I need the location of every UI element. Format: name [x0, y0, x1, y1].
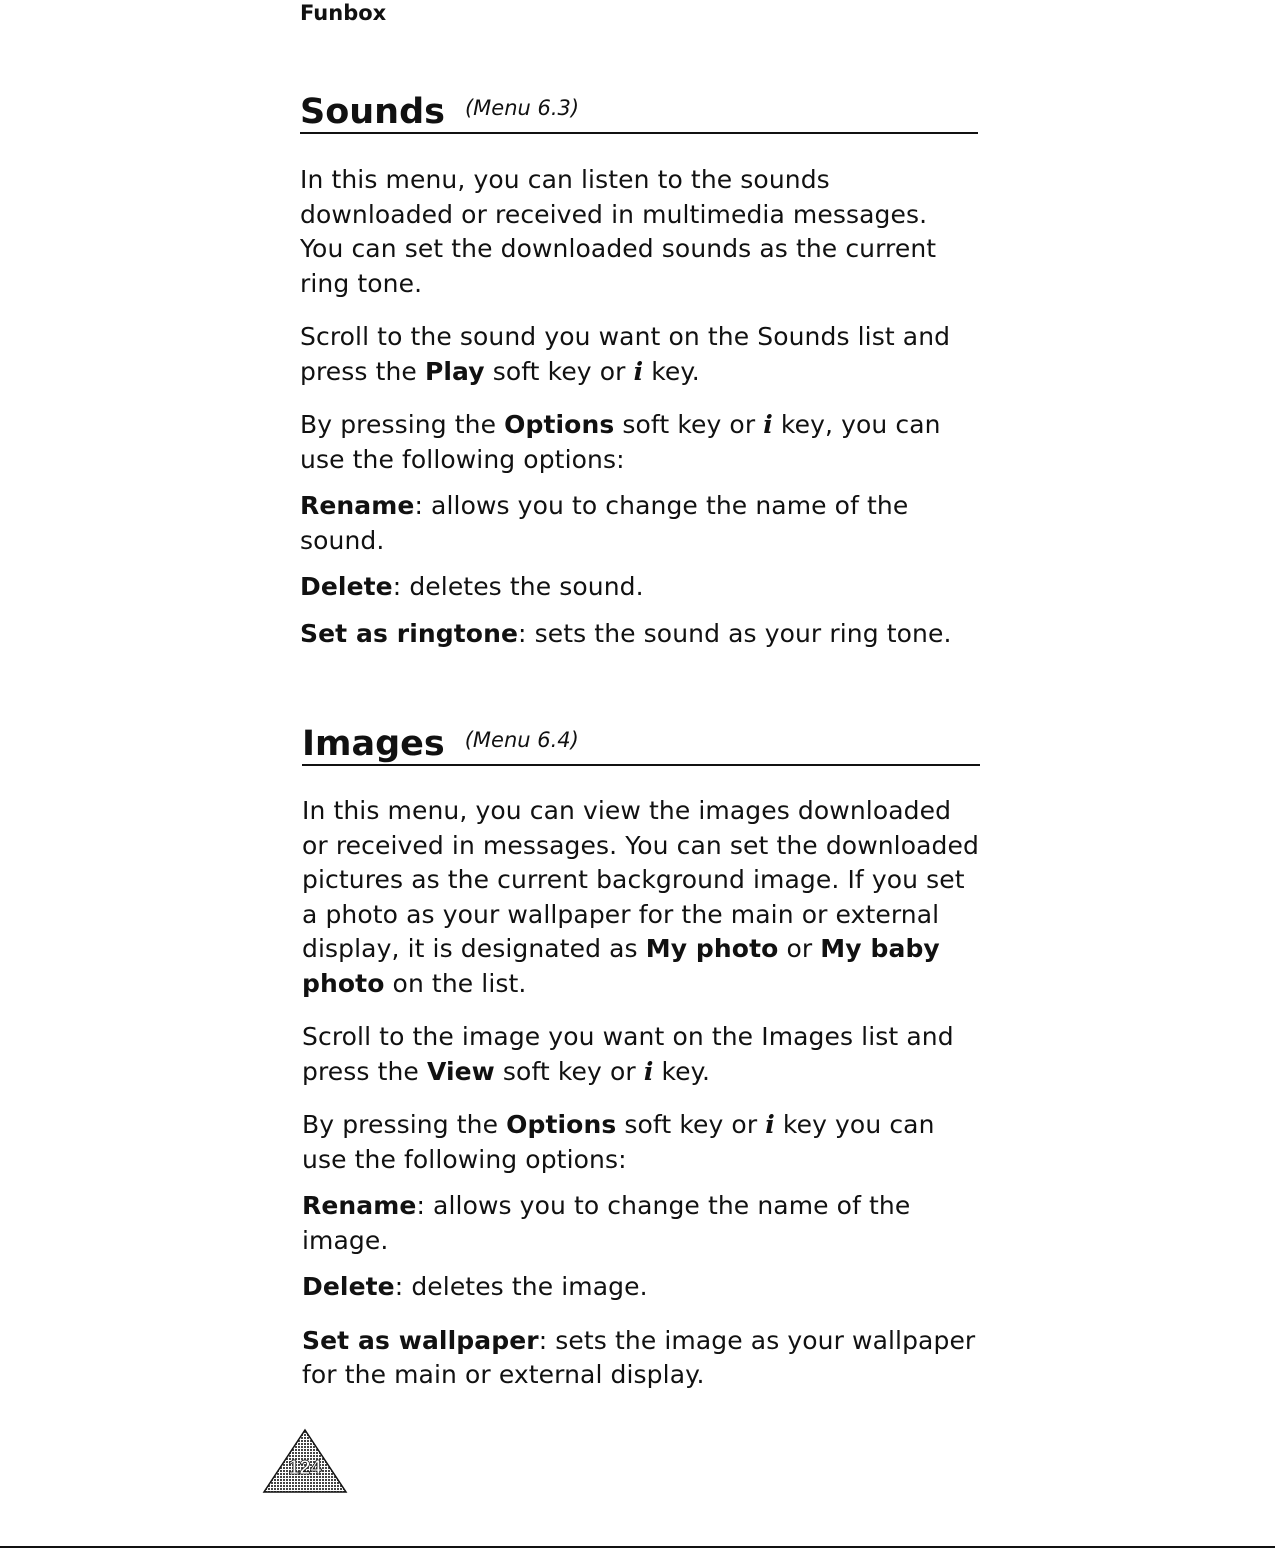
- images-option-rename: Rename: allows you to change the name of the image.: [302, 1191, 911, 1255]
- sounds-option-delete: Delete: deletes the sound.: [300, 572, 644, 601]
- options-softkey-label: Options: [504, 410, 615, 439]
- sounds-section: [300, 88, 978, 651]
- images-option-delete: Delete: deletes the image.: [302, 1272, 648, 1301]
- running-header: Funbox: [300, 1, 387, 25]
- sounds-option-set-ringtone: Set as ringtone: sets the sound as your ring tone.: [300, 618, 952, 648]
- sounds-scroll-paragraph: Scroll to the sound you want on the Sounds list and press the Play soft key or i key.: [300, 322, 951, 386]
- play-softkey-label: Play: [424, 356, 485, 386]
- sounds-option-rename: Rename: allows you to change the name of the sound.: [300, 491, 909, 555]
- images-intro: In this menu, you can view the images downloaded or received in messages. You can set the downloaded pictures as the current background image. If you set a photo as your wallpaper for the main or external display, it is designated as My photo or My baby photo on the list.: [302, 796, 979, 998]
- sounds-intro: In this menu, you can listen to the sounds downloaded or received in multimedia messages. You can set the downloaded sounds as the current ring tone.: [300, 165, 937, 298]
- i-key-icon: i: [633, 356, 644, 386]
- i-key-icon: i: [643, 1056, 654, 1086]
- images-section: [302, 720, 980, 1393]
- sounds-options-intro: By pressing the Options soft key or i key, you can use the following options:: [300, 410, 941, 474]
- page-number-badge: [262, 1428, 348, 1494]
- images-title: Images: [302, 724, 445, 764]
- i-key-icon: i: [763, 410, 773, 439]
- sounds-menu-ref: (Menu 6.3): [464, 96, 580, 120]
- images-heading: [302, 720, 980, 766]
- sounds-body: [300, 163, 978, 651]
- images-menu-ref: (Menu 6.4): [464, 728, 579, 752]
- sounds-title: Sounds: [300, 92, 445, 132]
- images-options-intro: By pressing the Options soft key or i key you can use the following options:: [302, 1110, 935, 1174]
- options-softkey-label: Options: [506, 1110, 617, 1139]
- i-key-icon: i: [765, 1110, 775, 1139]
- page-number: 124: [288, 1457, 322, 1479]
- images-scroll-paragraph: Scroll to the image you want on the Images list and press the View soft key or i key.: [302, 1022, 954, 1086]
- sounds-heading: [300, 88, 978, 134]
- images-option-set-wallpaper: Set as wallpaper: sets the image as your wallpaper for the main or external display.: [302, 1325, 976, 1389]
- bottom-rule: [0, 1546, 1275, 1548]
- view-softkey-label: View: [426, 1056, 495, 1086]
- images-body: [302, 794, 980, 1393]
